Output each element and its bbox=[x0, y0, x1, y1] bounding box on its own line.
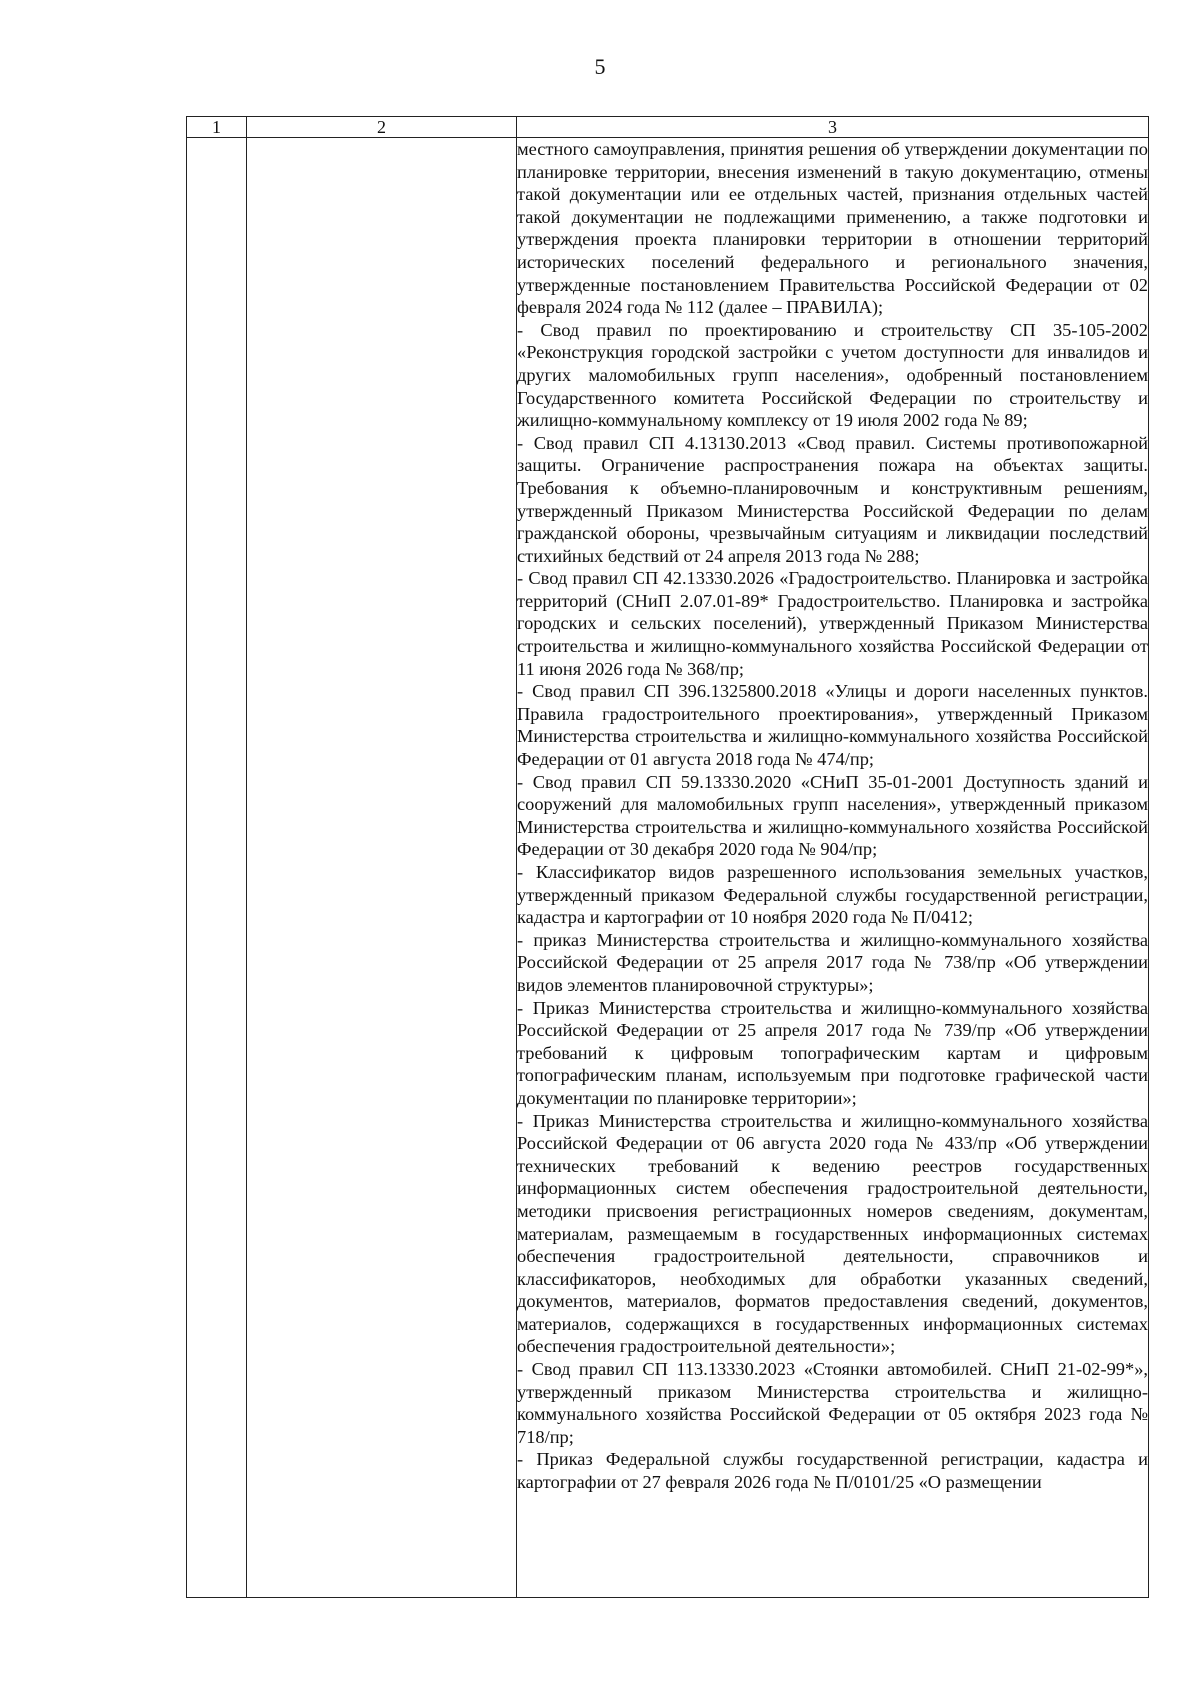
column-2-cell bbox=[247, 138, 517, 1598]
column-header-1: 1 bbox=[187, 117, 247, 138]
paragraph-sp-35-105: - Свод правил по проектированию и строительству СП 35-105-2002 «Реконструкция городской застройки с учетом доступности для инвалидов и других маломобильных групп населения», одобренный постановлением Государственного комитета Российской Федерации по строительству и жилищно-коммунальному комплексу от 19 июля 2002 года № 89; bbox=[517, 319, 1148, 431]
column-header-2: 2 bbox=[247, 117, 517, 138]
table-row bbox=[187, 138, 1149, 1598]
paragraph-order-738: - приказ Министерства строительства и жилищно-коммунального хозяйства Российской Федерации от 25 апреля 2017 года № 738/пр «Об утверждении видов элементов планировочной структуры»; bbox=[517, 929, 1148, 995]
column-1-cell bbox=[187, 138, 247, 1598]
paragraph-order-433: - Приказ Министерства строительства и жилищно-коммунального хозяйства Российской Федерации от 06 августа 2020 года № 433/пр «Об утверждении технических требований к ведению реестров государственных информационных систем обеспечения градостроительной деятельности, методики присвоения регистрационных номеров сведениям, документам, материалам, размещаемым в государственных информационных системах обеспечения градостроительной деятельности, справочников и классификаторов, необходимых для обработки указанных сведений, документов, материалов, форматов предоставления сведений, документов, материалов, содержащихся в государственных информационных системах обеспечения градостроительной деятельности»; bbox=[517, 1110, 1148, 1357]
paragraph-sp-396: - Свод правил СП 396.1325800.2018 «Улицы и дороги населенных пунктов. Правила градостроительного проектирования», утвержденный Приказом Министерства строительства и жилищно-коммунального хозяйства Российской Федерации от 01 августа 2018 года № 474/пр; bbox=[517, 681, 1148, 770]
document-table bbox=[186, 116, 1149, 1598]
paragraph-order-739: - Приказ Министерства строительства и жилищно-коммунального хозяйства Российской Федерации от 25 апреля 2017 года № 739/пр «Об утверждении требований к цифровым топографическим картам и цифровым топографическим планам, используемым при подготовке графической части документации по планировке территории»; bbox=[517, 997, 1148, 1108]
paragraph-sp-59-13330: - Свод правил СП 59.13330.2020 «СНиП 35-01-2001 Доступность зданий и сооружений для маломобильных групп населения», утвержденный приказом Министерства строительства и жилищно-коммунального хозяйства Российской Федерации от 30 декабря 2020 года № 904/пр; bbox=[517, 771, 1148, 860]
paragraph-continuation: местного самоуправления, принятия решения об утверждении документации по планировке территории, внесения изменений в такую документацию, отмены такой документации или ее отдельных частей, признания отдельных частей такой документации не подлежащими применению, а также подготовки и утверждения проекта планировки территории в отношении территорий исторических поселений федерального и регионального значения, утвержденные постановлением Правительства Российской Федерации от 02 февраля 2024 года № 112 (далее – ПРАВИЛА); bbox=[517, 139, 1148, 318]
paragraph-land-use-classifier: - Классификатор видов разрешенного использования земельных участков, утвержденный приказом Федеральной службы государственной регистрации, кадастра и картографии от 10 ноября 2020 года № П/0412; bbox=[517, 862, 1148, 928]
paragraph-sp-42-13330: - Свод правил СП 42.13330.2026 «Градостроительство. Планировка и застройка территорий (СНиП 2.07.01-89* Градостроительство. Планировка и застройка городских и сельских поселений), утвержденный Приказом Министерства строительства и жилищно-коммунального хозяйства Российской Федерации от 11 июня 2026 года № 368/пр; bbox=[517, 568, 1148, 679]
paragraph-sp-4-13130: - Свод правил СП 4.13130.2013 «Свод правил. Системы противопожарной защиты. Ограничение распространения пожара на объектах защиты. Требования к объемно-планировочным и конструктивным решениям, утвержденный Приказом Министерства Российской Федерации по делам гражданской обороны, чрезвычайным ситуациям и ликвидации последствий стихийных бедствий от 24 апреля 2013 года № 288; bbox=[517, 432, 1148, 566]
column-3-cell bbox=[517, 138, 1149, 1598]
paragraph-sp-113-13330: - Свод правил СП 113.13330.2023 «Стоянки автомобилей. СНиП 21-02-99*», утвержденный приказом Министерства строительства и жилищно-коммунального хозяйства Российской Федерации от 05 октября 2023 года № 718/пр; bbox=[517, 1359, 1148, 1447]
column-header-3: 3 bbox=[517, 117, 1149, 138]
page-number: 5 bbox=[594, 54, 606, 79]
table-header-row bbox=[187, 117, 1149, 138]
paragraph-rosreestr-order: - Приказ Федеральной службы государственной регистрации, кадастра и картографии от 27 февраля 2026 года № П/0101/25 «О размещении bbox=[517, 1449, 1148, 1493]
